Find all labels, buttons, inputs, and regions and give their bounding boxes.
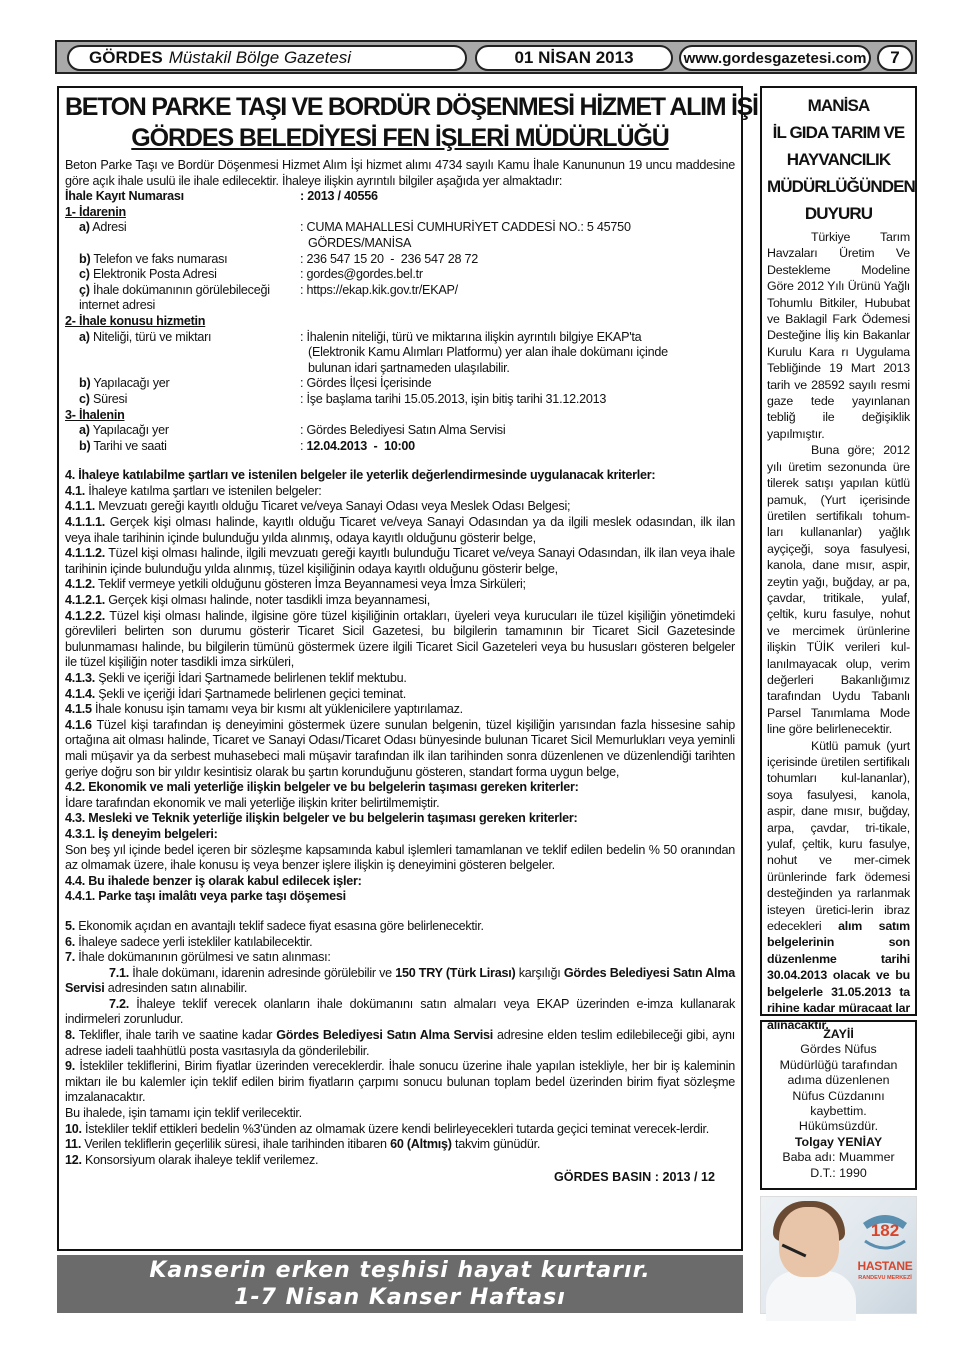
lost-notice-line: adıma düzenlenen [787,1073,890,1088]
item-number: 7.2. [109,996,130,1011]
section-1-row [65,283,735,314]
row-key: a) [79,423,90,438]
criteria-4-2-text: İdare tarafından ekonomik ve mali yeterliğe ilişkin kriter belirtilmemiştir. [65,795,440,810]
press-reference: GÖRDES BASIN : 2013 / 12 [554,1170,715,1185]
item-number: 12. [65,1152,82,1167]
item-number: 7.1. [109,965,130,980]
announcement-title-line: DUYURU [804,204,873,223]
lost-notice-line: kaybettim. [810,1104,867,1119]
item-number: 6. [65,934,76,949]
tender-notice [57,86,758,1251]
item-text: adresinden satın alınabilir. [104,981,248,996]
registry-value: : 2013 / 40556 [300,189,378,204]
item-number: 7. [65,950,76,965]
item-text: Konsorsiyum olarak ihaleye teklif verilemez. [81,1152,319,1167]
item-text: İstekliler teklif ettikleri bedelin %3'ünden az olmamak üzere kendi belirleyecekleri tutarda geçici teminat verecek-lerdir. [81,1121,710,1136]
lost-notice-name: Tolgay YENİAY [794,1134,883,1149]
criteria-item [65,593,735,609]
item-text: Ekonomik açıdan en avantajlı teklif sadece fiyat esasına göre belirlenecektir. [75,918,484,933]
criteria-list [65,484,735,780]
paper-tagline: Müstakil Bölge Gazetesi [168,48,352,67]
row-key: b) [79,376,91,391]
ad-brand: HASTANE [857,1259,913,1273]
row-key: c) [79,267,90,282]
section-1-row [65,220,735,251]
notice-title: BETON PARKE TAŞI VE BORDÜR DÖŞENMESİ HİZMET ALIM İŞİ [65,93,758,121]
criteria-item [65,515,735,546]
lost-notice-father: Baba adı: Muammer [782,1150,895,1165]
criteria-item [65,687,735,703]
criteria-4-3-1-text: Son beş yıl içinde bedel içeren bir sözleşme kapsamında kabul işlemleri tamamlanan ve teklif edilen bedelin % 50 oranından az olmamak üzere, ihale konusu iş veya benzer işlere ilişkin iş deneyimini gösteren belgeler. [65,842,735,873]
row-value: : Gördes İlçesi İçerisinde [300,376,432,391]
criteria-number: 4.1.2.1. [65,593,106,608]
ad-subbrand: RANDEVU MERKEZİ [858,1275,912,1281]
criteria-text: Şekli ve içeriği İdari Şartnamede belirlenen teklif mektubu. [95,671,407,685]
row-key: ç) [79,282,90,297]
criteria-number: 4.1.2. [65,577,96,592]
item-7 [65,950,735,966]
section-1-row [65,252,735,268]
row-label: Tarihi ve saati [93,438,167,453]
criteria-number: 4.1.1.2. [65,546,106,561]
criteria-4-3-1-heading: 4.3.1. İş deneyim belgeleri: [65,826,218,841]
criteria-heading: 4. İhaleye katılabilme şartları ve istenilen belgeler ile yeterlik değerlendirmesinde uygulanacak kriterler: [65,468,656,483]
section-3-row [65,439,735,455]
registry-label: İhale Kayıt Numarası [65,189,184,204]
criteria-item [65,499,735,515]
criteria-4-3-heading: 4.3. Mesleki ve Teknik yeterliğe ilişkin belgeler ve bu belgelerin taşıması gereken kriterler: [65,811,578,826]
paper-name: GÖRDES [89,48,163,67]
criteria-text: İhaleye katılma şartları ve istenilen belgeler: [85,483,322,498]
section-2-row [65,330,735,377]
row-value: : gordes@gordes.bel.tr [300,267,423,282]
criteria-number: 4.1.6 [65,717,92,732]
cancer-week-banner [57,1255,743,1313]
section-3-heading: 3- İhalenin [65,407,125,422]
item-7-1 [65,966,735,997]
criteria-item [65,718,735,780]
section-3-row [65,423,735,439]
item-number: 8. [65,1028,76,1043]
criteria-text: Gerçek kişi olması halinde, noter tasdikli imza beyannamesi, [105,593,430,608]
row-value-prefix: : [300,438,307,453]
row-label: Telefon ve faks numarası [93,251,228,266]
item-number: 10. [65,1121,82,1136]
item-text: İhale dokümanının görülmesi ve satın alınması: [75,950,331,965]
section-2-heading: 2- İhale konusu hizmetin [65,313,206,328]
criteria-text: Şekli ve içeriği İdari Şartnamede belirlenen geçici teminat. [95,686,406,701]
item-8 [65,1028,735,1059]
criteria-number: 4.1.1. [65,499,96,514]
criteria-item [65,546,735,577]
criteria-text: İhale konusu işin tamamı veya bir kısmı alt yüklenicilere yaptırılamaz. [91,702,463,717]
item-5 [65,919,735,935]
criteria-text: Tüzel kişi olması halinde, ilgisine göre tüzel kişiliğinin ortakları, üyeleri veya kurucuları ile tüzel kişiliğin yönetimdeki görevlileri belirten son durumu gösterir Ticaret Sicil Gazetesi, bu bilgilerin tamamının bir Ticaret Sicil Gazetesinde bulunmaması halinde, bu bilgilerin tümünü göstermek üzere ilgili Ticaret Sicil Gazeteleri veya bu hususları gösteren belgeler ile tüzel kişiliğin noter tasdikli imza sirküleri, [65,608,735,670]
section-1-heading: 1- İdarenin [65,204,126,219]
lost-id-notice [760,1020,917,1190]
announcement-paragraph-1: Türkiye Tarım Havzaları Üretim Ve Destekleme Modeline Göre 2012 Yılı Ürünü Yağlı Tohumlu Bitkiler, Hububat ve Baklagil Fark Ödemesi Desteğine İliş kin Bakanlar Kurulu Kara rı Uygulama Tebliğinde 19 Mart 2013 tarih ve 28592 sayılı resmi gaze tede yayınlanan tebliğ ile değişiklik yapılmıştır. [767,230,910,441]
criteria-text: Gerçek kişi olması halinde, kayıtlı olduğu Ticaret ve/veya Sanayi Odasından ya da ilgili meslek odasından, ilk ilan veya ihale tarihinin içinde bulunduğu yılda alınmış, odaya kayıtlı olduğunu gösterir belge, [65,515,735,545]
item-text: İhaleye sadece yerli istekliler katılabilecektir. [75,934,313,949]
item-text: takvim günüdür. [451,1137,541,1152]
operator-illustration [766,1271,856,1321]
item-11 [65,1137,735,1153]
submission-office: Gördes Belediyesi Satın Alma Servisi [276,1028,494,1043]
item-text: İhaleye teklif verecek olanların ihale dokümanını satın almaları veya EKAP üzerinden e-imza kullanarak indirmeleri zorunludur. [65,996,735,1027]
website-link[interactable]: www.gordesgazetesi.com [679,45,871,71]
announcement-paragraph-2: Buna göre; 2012 yılı üretim sezonunda üre tilerek satışı yapılan kütlü pamuk, (Yurt içerisinde üretilen sertifikalı tohum-ları kullananlar) yağlık ayçiçeği, soya fasulyesi, kanola, dane mısır, aspir, zeytin yağı, buğday, ar pa, çavdar, tritikale, yulaf, çeltik, kuru fasulye, nohut ve mercimek ürünlerine ilişkin TÜİK verileri kul-lanılmayacak olup, verim değerleri Bakanlığımız tarafından Uydu Tabanlı Parsel Tanımlama Mode line göre belirlenecektir. [767,443,910,737]
validity-days: 60 (Altmış) [390,1137,452,1152]
lost-notice-line: Gördes Nüfus [800,1042,877,1057]
lost-notice-line: Müdürlüğü tarafından [779,1057,898,1072]
criteria-4-2-heading: 4.2. Ekonomik ve mali yeterliğe ilişkin belgeler ve bu belgelerin taşıması gereken kriterler: [65,780,579,795]
row-label: Adresi [92,220,127,235]
row-label: Niteliği, türü ve miktarı [92,329,212,344]
row-value: : https://ekap.kik.gov.tr/EKAP/ [300,282,458,297]
banner-line-2: 1-7 Nisan Kanser Haftası [234,1285,566,1310]
announcement-title-line: MANİSA [807,96,870,115]
announcement-title-line: MÜDÜRLÜĞÜNDEN [767,177,915,196]
criteria-text: Mevzuatı gereği kayıtlı olduğu Ticaret ve/veya Sanayi Odası veya Meslek Odası Belgesi; [95,499,571,514]
criteria-item [65,671,735,687]
lost-notice-title: ZAYİİ [823,1027,854,1041]
row-value: : CUMA MAHALLESİ CUMHURİYET CADDESİ NO.: 5 45750 GÖRDES/MANİSA [300,220,631,250]
criteria-text: Teklif vermeye yetkili olduğunu gösteren İmza Beyannamesi veya İmza Sirküleri; [95,577,526,592]
criteria-item [65,577,735,593]
notice-intro: Beton Parke Taşı ve Bordür Döşenmesi Hizmet Alım İşi hizmet alımı 4734 sayılı Kamu İhale Kanununun 19 uncu maddesine göre açık ihale usulü ile ihale edilecektir. İhaleye ilişkin ayrıntılı bilgiler aşağıda yer almaktadır: [65,158,735,188]
row-value: : 236 547 15 20 - 236 547 28 72 [300,251,479,266]
item-text: karşılığı [515,965,564,980]
masthead [55,40,917,74]
row-value: : Gördes Belediyesi Satın Alma Servisi [300,423,506,438]
item-text: adresine elden teslim edilebileceği gibi, aynı adrese iadeli taahhütlü posta vasıtasıyla da gönderilebilir. [65,1028,735,1058]
row-label: Elektronik Posta Adresi [92,267,217,282]
registry-row [65,189,735,205]
announcement-deadline: alım satım belgelerinin son düzenlenme tarihi 30.04.2013 olacak ve bu belgelerle 31.05.2013 ta rihine kadar müracaat lar alınacaktır. [767,919,910,1032]
item-text: Verilen tekliflerin geçerlilik süresi, ihale tarihinden itibaren [81,1137,391,1152]
lost-notice-dob: D.T.: 1990 [810,1165,867,1180]
row-key: a) [79,220,90,235]
row-key: c) [79,391,90,406]
row-key: a) [79,329,90,344]
row-label: İhale dokümanının görülebileceği internet adresi [79,282,270,313]
purchase-office: Gördes Belediyesi Satın Alma Servisi [65,965,735,996]
row-label: Yapılacağı yer [93,376,170,391]
item-text: Teklifler, ihale tarih ve saatine kadar [75,1028,277,1043]
document-fee: 150 TRY (Türk Lirası) [395,965,516,980]
item-text: İstekliler tekliflerini, Birim fiyatlar üzerinden vereceklerdir. İhale sonucu üzerine ihale yapılan istekliyle, her bir iş kaleminin miktarı ile bu kalemler için teklif edilen birim fiyatların çarpımı sonucu bulunan toplam bedel üzerinden birim fiyat sözleşme imzalanacaktır. [65,1059,735,1105]
criteria-number: 4.1.1.1. [65,515,106,530]
criteria-number: 4.1.4. [65,686,96,701]
section-2-row [65,392,735,408]
row-key: b) [79,438,91,453]
item-number: 5. [65,918,76,933]
paper-name-pill [67,45,467,71]
item-10 [65,1122,735,1138]
row-value: : İhalenin niteliği, türü ve miktarına ilişkin ayrıntılı bilgiye EKAP'ta (Elektronik Kamu Alımları Platformu) yer alan ihale dokümanı içinde bulunan idari şartnameden ulaşılabilir. [300,329,668,375]
criteria-number: 4.1.5 [65,702,92,717]
criteria-item [65,484,735,500]
criteria-item [65,609,735,671]
item-9-note: Bu ihalede, işin tamamı için teklif verilecektir. [65,1106,302,1121]
row-label: Süresi [92,391,128,406]
issue-date: 01 NİSAN 2013 [475,45,673,71]
announcement-paragraph-3: Kütlü pamuk (yurt içerisinde üretilen sertifikalı tohumları kul-lananlar), soya fasulyesi, kanola, aspir, dane mısır, buğday, arpa, çavdar, tri-tikale, yulaf, çeltik, kuru fasulye, nohut ve mer-cimek ürünlerinde fark ödemesi desteğinden ya rarlanmak isteyen üretici-lerin ibraz edecekleri [767,738,910,934]
item-6 [65,935,735,951]
lost-notice-line: Nüfus Cüzdanını [792,1088,885,1103]
section-1-row [65,267,735,283]
page-number: 7 [877,45,913,71]
item-7-2 [65,997,735,1028]
criteria-number: 4.1.2.2. [65,608,106,623]
item-9 [65,1059,735,1106]
item-12 [65,1153,735,1169]
criteria-number: 4.1. [65,483,86,498]
item-text: İhale dokümanı, idarenin adresinde görülebilir ve [129,965,396,980]
announcement-body [767,229,910,1033]
hospital-appointment-ad[interactable] [760,1196,917,1314]
announcement-title-line: İL GIDA TARIM VE [772,123,905,142]
criteria-number: 4.1.3. [65,671,96,685]
operator-face [779,1207,839,1277]
item-number: 11. [65,1137,82,1152]
criteria-4-4-heading: 4.4. Bu ihalede benzer iş olarak kabul edilecek işler: [65,873,362,888]
criteria-4-4-1-heading: 4.4.1. Parke taşı imalâtı veya parke taşı döşemesi [65,889,346,904]
criteria-text: Tüzel kişi tarafından iş deneyimini göstermek üzere sunulan belgenin, tüzel kişiliğin yarısından fazla hissesine sahip ortağına ait olması halinde, Ticaret ve Sanayi Odası/Ticaret Odası bünyesinde bulunan Ticaret Sicil Memurlukları veya yeminli mali müşavir ya da serbest muhasebeci mali müşavir tarafından ilk ilan tarihinden sonra düzenlenen ve düzenlendiği tarihten geriye doğru son bir yıldır kesintisiz olarak bu şartın korunduğunu gösteren, standart forma uygun belge, [65,717,735,779]
notice-subtitle: GÖRDES BELEDİYESİ FEN İŞLERİ MÜDÜRLÜĞÜ [131,124,669,152]
announcement-title-line: HAYVANCILIK [786,150,891,169]
banner-line-1: Kanserin erken teşhisi hayat kurtarır. [149,1258,651,1283]
criteria-item [65,702,735,718]
criteria-text: Tüzel kişi olması halinde, ilgili mevzuatı gereği kayıtlı bulunduğu Ticaret ve/veya Sanayi Odasından, ilk ilan veya ihale tarihinin içinde bulunduğu yılda alınmış, tüzel kişiliğinin odaya kayıtlı olduğunu gösterir belge, [65,546,735,576]
row-label: Yapılacağı yer [92,423,169,438]
agriculture-announcement [760,86,917,1032]
lost-notice-line: Hükümsüzdür. [798,1119,879,1134]
tender-datetime: 12.04.2013 - 10:00 [306,438,415,453]
section-2-row [65,376,735,392]
ad-phone-number: 182 [870,1221,900,1240]
row-value: : İşe başlama tarihi 15.05.2013, işin bitiş tarihi 31.12.2013 [300,391,607,406]
item-number: 9. [65,1059,76,1074]
row-key: b) [79,251,91,266]
